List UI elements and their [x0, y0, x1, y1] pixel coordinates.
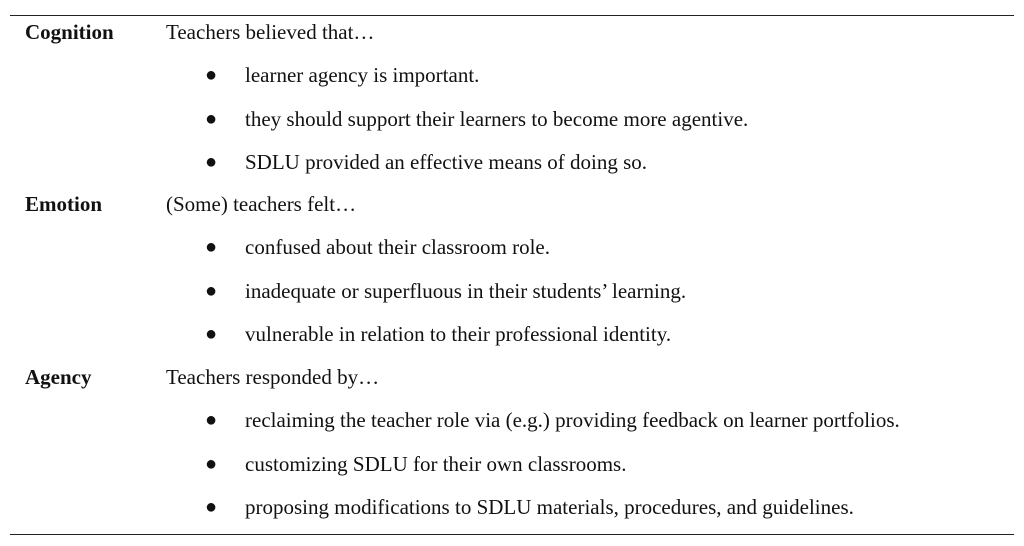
list-item	[0, 492, 1024, 536]
bullet-icon: ●	[205, 279, 218, 302]
bullet-icon: ●	[205, 409, 218, 431]
top-rule	[10, 15, 1014, 16]
list-item	[0, 276, 1024, 320]
list-item	[0, 319, 1024, 363]
list-item-text: they should support their learners to become more agentive.	[245, 106, 749, 131]
bullet-list	[0, 60, 1024, 191]
list-item	[0, 147, 1024, 191]
list-item-text: learner agency is important.	[245, 63, 480, 87]
bottom-rule	[10, 534, 1014, 535]
section-lead: (Some) teachers felt…	[166, 192, 357, 216]
section-heading: Emotion	[25, 192, 103, 216]
list-item	[0, 449, 1024, 493]
bullet-icon: ●	[205, 323, 218, 345]
bullet-list	[0, 405, 1024, 536]
list-item-text: inadequate or superfluous in their students’ learning.	[245, 278, 687, 303]
list-item-text: vulnerable in relation to their professional identity.	[245, 322, 672, 346]
list-item	[0, 405, 1024, 449]
section-heading: Agency	[25, 365, 92, 389]
list-item-text: confused about their classroom role.	[245, 235, 550, 259]
list-item	[0, 104, 1024, 148]
section-lead: Teachers responded by…	[166, 365, 380, 389]
bullet-icon: ●	[205, 64, 218, 86]
list-item	[0, 232, 1024, 276]
list-item-text: customizing SDLU for their own classrooms.	[245, 451, 627, 476]
bullet-icon: ●	[205, 496, 218, 518]
list-item-text: reclaiming the teacher role via (e.g.) providing feedback on learner portfolios.	[245, 408, 900, 432]
list-item-text: SDLU provided an effective means of doing so.	[245, 150, 648, 174]
bullet-icon: ●	[205, 236, 218, 258]
list-item-text: proposing modifications to SDLU materials, procedures, and guidelines.	[245, 495, 854, 519]
section-heading: Cognition	[25, 20, 114, 44]
bullet-icon: ●	[205, 151, 218, 173]
bullet-icon: ●	[205, 107, 218, 130]
list-item	[0, 60, 1024, 104]
section-lead: Teachers believed that…	[166, 20, 375, 44]
bullet-icon: ●	[205, 452, 218, 475]
bullet-list	[0, 232, 1024, 363]
